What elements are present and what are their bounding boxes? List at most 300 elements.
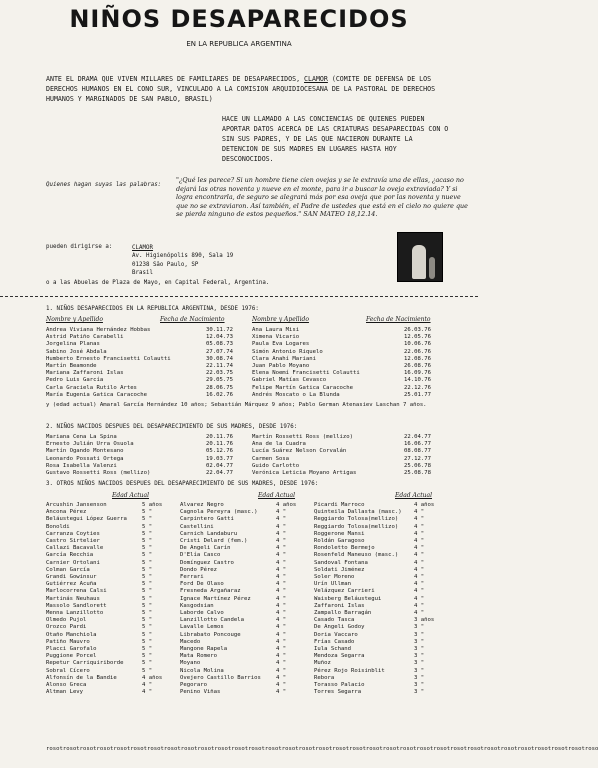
intro-after: (COMITE DE DEFENSA DE LOS DERECHOS HUMANOS EN EL CONO SUR, VINCULADO A LA COMISION ARQUIDIOCESANA DE LA PASTORAL DE DERECHOS HUMANOS Y MARGINADOS DE SAN PABLO, BRASIL) <box>46 75 436 103</box>
list-item <box>46 653 174 660</box>
child-value: 3 " <box>414 689 425 696</box>
list-item <box>180 646 308 653</box>
list-item <box>180 617 308 624</box>
list-item <box>314 610 446 617</box>
list-item <box>314 603 446 610</box>
list-item <box>180 610 308 617</box>
child-name: Ancona Pérez <box>46 509 87 516</box>
child-name: Olmedo Pujol <box>46 617 87 624</box>
section1-right-list <box>252 327 442 399</box>
child-name: Ximena Vicario <box>252 334 300 341</box>
list-item <box>314 632 446 639</box>
list-item <box>252 392 442 399</box>
child-name: Rosa Isabella Valenzi <box>46 462 117 469</box>
list-item <box>46 610 174 617</box>
list-item <box>46 356 246 363</box>
list-item <box>252 456 442 463</box>
child-name: Zaffaroni Islas <box>314 602 365 609</box>
child-name: Astrid Patiño Carabelli <box>46 334 124 341</box>
child-name: Orozco Pardi <box>46 624 87 631</box>
child-name: Sabino José Abdala <box>46 348 107 355</box>
child-name: Clara Anahí Mariani <box>252 355 316 362</box>
list-item <box>252 377 442 384</box>
child-name: Ana de la Cuadra <box>252 441 306 448</box>
child-value: 30.11.72 <box>206 327 233 333</box>
child-name: D'Elía Casco <box>180 552 221 559</box>
child-name: Juan Pablo Moyano <box>252 363 310 370</box>
list-item <box>46 624 174 631</box>
child-value: 16.02.76 <box>206 391 233 398</box>
list-item <box>314 531 446 538</box>
list-item <box>252 434 442 441</box>
child-value: 3 " <box>414 646 425 653</box>
list-item <box>180 639 308 646</box>
list-item <box>314 646 446 653</box>
quote-label: Quienes hagan suyas las palabras: <box>46 182 162 188</box>
child-name: Ernesto Julián Urra Osuola <box>46 441 134 448</box>
list-item <box>180 509 308 516</box>
child-name: Casado Tasca <box>314 617 355 624</box>
child-value: 20.11.76 <box>206 441 233 448</box>
list-item <box>314 660 446 667</box>
photo-figure <box>429 257 435 279</box>
list-item <box>314 682 446 689</box>
child-value: 4 " <box>276 674 287 681</box>
child-name: Martín Ogando Montesano <box>46 448 124 455</box>
child-value: 5 " <box>142 617 153 624</box>
section3-col1-list <box>46 502 174 696</box>
child-value: 16.06.77 <box>404 441 431 448</box>
child-name: Picardi Marroco <box>314 502 365 508</box>
child-value: 4 " <box>276 631 287 638</box>
child-name: Beláustegui López Guerra <box>46 516 127 523</box>
list-item <box>180 588 308 595</box>
list-item <box>46 463 246 470</box>
child-name: Carmen Sosa <box>252 455 290 462</box>
child-value: 16.09.76 <box>404 370 431 377</box>
child-value: 4 " <box>142 682 153 689</box>
list-item <box>252 334 442 341</box>
child-name: Kasgodsian <box>180 602 214 609</box>
child-value: 5 " <box>142 581 153 588</box>
child-value: 25.06.78 <box>404 462 431 469</box>
list-item <box>46 327 246 334</box>
list-item <box>314 639 446 646</box>
child-name: Nicola Molina <box>180 667 224 674</box>
child-value: 12.04.73 <box>206 334 233 341</box>
child-name: Librabato Poncouge <box>180 631 241 638</box>
child-value: 5 " <box>142 638 153 645</box>
col-name-header: Nombre y Apellido <box>46 316 103 323</box>
list-item <box>180 502 308 509</box>
child-value: 4 " <box>276 617 287 624</box>
col-age-header: Edad Actual <box>258 492 296 499</box>
address-line: CLAMOR <box>132 245 153 251</box>
list-item <box>180 567 308 574</box>
child-value: 5 " <box>142 566 153 573</box>
child-value: 5 " <box>142 530 153 537</box>
child-value: 5 " <box>142 574 153 581</box>
child-name: Soler Moreno <box>314 574 355 581</box>
child-name: Pérez Rojo Roisinblit <box>314 667 385 674</box>
list-item <box>46 470 246 477</box>
list-item <box>46 538 174 545</box>
list-item <box>46 560 174 567</box>
child-value: 5 " <box>142 538 153 545</box>
child-value: 4 " <box>414 574 425 581</box>
child-value: 4 " <box>276 559 287 566</box>
child-value: 4 " <box>276 660 287 667</box>
child-name: Patiño Mauvro <box>46 638 90 645</box>
child-name: Rondoletto Bermejo <box>314 545 375 552</box>
appeal-paragraph: HACE UN LLAMADO A LAS CONCIENCIAS DE QUIENES PUEDEN APORTAR DATOS ACERCA DE LAS CRIATURAS DESAPARECIDAS CON O SIN SUS PADRES, Y DE LAS QUE NACIERON DURANTE LA DETENCION DE SUS MADRES EN LUGARES HASTA HOY DESCONOCIDOS. <box>222 115 449 163</box>
child-value: 22.06.76 <box>404 348 431 355</box>
list-item <box>46 552 174 559</box>
col-name-header: Nombre y Apellido <box>252 316 309 323</box>
child-name: Ignace Martínez Pérez <box>180 595 251 602</box>
child-value: 5 " <box>142 667 153 674</box>
child-value: 5 " <box>142 516 153 523</box>
child-value: 27.07.74 <box>206 348 233 355</box>
child-name: Altman Levy <box>46 689 84 696</box>
child-value: 4 " <box>414 516 425 523</box>
child-value: 19.03.77 <box>206 455 233 462</box>
list-item <box>314 689 446 696</box>
photo-figure <box>412 245 426 279</box>
child-name: Alfonsín de la Bandie <box>46 674 117 681</box>
child-value: 4 " <box>414 581 425 588</box>
child-value: 4 " <box>414 509 425 516</box>
list-item <box>180 581 308 588</box>
list-item <box>46 581 174 588</box>
child-value: 5 " <box>142 552 153 559</box>
child-value: 22.04.77 <box>404 434 431 440</box>
child-value: 4 " <box>414 523 425 530</box>
child-name: Sobral Cícero <box>46 667 90 674</box>
child-value: 3 " <box>414 653 425 660</box>
child-name: Guido Carlotto <box>252 462 300 469</box>
child-value: 4 años <box>142 674 163 681</box>
child-name: Leonardo Possati Ortega <box>46 455 124 462</box>
child-value: 4 " <box>142 689 153 696</box>
list-item <box>180 596 308 603</box>
child-name: Soldati Jiménez <box>314 566 365 573</box>
child-value: 12.08.76 <box>404 355 431 362</box>
child-value: 4 " <box>414 552 425 559</box>
child-value: 25.01.77 <box>404 391 431 398</box>
child-value: 3 " <box>414 660 425 667</box>
list-item <box>46 392 246 399</box>
list-item <box>180 682 308 689</box>
list-item <box>314 509 446 516</box>
section2-left-list <box>46 434 246 477</box>
child-value: 27.12.77 <box>404 455 431 462</box>
child-name: Humberto Ernesto Francisetti Colautti <box>46 355 171 362</box>
child-value: 4 años <box>414 502 435 508</box>
list-item <box>180 574 308 581</box>
child-value: 22.12.76 <box>404 384 431 391</box>
list-item <box>314 624 446 631</box>
list-item <box>180 531 308 538</box>
list-item <box>46 456 246 463</box>
child-name: Alvarez Negro <box>180 502 224 508</box>
list-item <box>180 689 308 696</box>
clamor-name: CLAMOR <box>304 75 328 83</box>
child-value: 25.08.78 <box>404 470 431 477</box>
child-value: 20.11.76 <box>206 434 233 440</box>
list-item <box>180 653 308 660</box>
child-value: 4 " <box>414 545 425 552</box>
child-value: 4 " <box>414 566 425 573</box>
child-value: 4 años <box>276 502 297 508</box>
child-name: Torres Segarra <box>314 689 362 696</box>
child-value: 22.11.74 <box>206 363 233 370</box>
child-value: 3 " <box>414 682 425 689</box>
list-item <box>46 675 174 682</box>
child-name: Lavalle Lemos <box>180 624 224 631</box>
list-item <box>314 502 446 509</box>
child-name: Mangone Rapela <box>180 646 228 653</box>
child-value: 5 " <box>142 559 153 566</box>
child-name: Frías Casado <box>314 638 355 645</box>
child-name: Carnich Landaburu <box>180 530 238 537</box>
child-value: 3 " <box>414 638 425 645</box>
child-value: 4 " <box>414 588 425 595</box>
list-item <box>46 639 174 646</box>
bible-quote: "¿Qué les parece? Si un hombre tiene cien ovejas y se le extravía una de ellas, ¿acaso no dejará las otras noventa y nueve en el monte, para ir a buscar la oveja extraviada? Y si logra encontrarla, de seguro se alegrará más por esa oveja que por las noventa y nueve que no se extraviaron. Así también, el Padre de ustedes que está en el cielo no quiere que se pierda ninguno de estos pequeños." SAN MATEO 18,12.14. <box>176 176 468 219</box>
child-name: Callazi Bacavalle <box>46 545 104 552</box>
section1-heading: 1. NIÑOS DESAPARECIDOS EN LA REPUBLICA ARGENTINA, DESDE 1976: <box>46 306 259 312</box>
list-item <box>46 363 246 370</box>
child-name: Mariana Zaffaroni Islas <box>46 370 124 377</box>
child-value: 4 " <box>276 516 287 523</box>
section3-heading: 3. OTROS NIÑOS NACIDOS DESPUES DEL DESAPARECIMIENTO DE SUS MADRES, DESDE 1976: <box>46 481 319 487</box>
child-value: 29.05.75 <box>206 377 233 384</box>
child-value: 4 " <box>414 602 425 609</box>
child-name: Quinteila Dallasta (masc.) <box>314 509 402 516</box>
child-name: Pedro Luis García <box>46 377 104 384</box>
child-value: 22.03.75 <box>206 370 233 377</box>
list-item <box>46 341 246 348</box>
child-name: Carpintero Gatti <box>180 516 234 523</box>
child-value: 5 " <box>142 624 153 631</box>
child-name: Puggione Porcel <box>46 653 97 660</box>
child-name: Pegoraro <box>180 682 207 689</box>
child-value: 3 " <box>414 631 425 638</box>
child-name: Cristi Delard (fem.) <box>180 538 248 545</box>
list-item <box>46 682 174 689</box>
child-name: Iula Schand <box>314 646 352 653</box>
address-line: Av. Higienópolis 890, Sala 19 <box>132 253 234 260</box>
child-value: 3 " <box>414 674 425 681</box>
child-name: Martinás Neuhaus <box>46 595 100 602</box>
child-name: Waisberg Beláustegui <box>314 595 382 602</box>
list-item <box>252 327 442 334</box>
list-item <box>252 448 442 455</box>
child-value: 05.08.73 <box>206 341 233 348</box>
child-name: Ferrari <box>180 574 204 581</box>
child-name: Muñoz <box>314 660 331 667</box>
intro-paragraph <box>46 74 446 104</box>
list-item <box>252 463 442 470</box>
col-age-header: Edad Actual <box>112 492 150 499</box>
child-value: 3 " <box>414 667 425 674</box>
list-item <box>46 448 246 455</box>
child-name: Carnier Ortolani <box>46 559 100 566</box>
child-value: 4 " <box>276 595 287 602</box>
child-name: Ford De Olaso <box>180 581 224 588</box>
child-value: 5 " <box>142 653 153 660</box>
child-name: Ana Laura Misi <box>252 327 300 333</box>
child-value: 4 " <box>276 574 287 581</box>
list-item <box>314 552 446 559</box>
list-item <box>314 538 446 545</box>
list-item <box>314 524 446 531</box>
child-value: 4 " <box>276 538 287 545</box>
child-value: 3 " <box>414 624 425 631</box>
child-value: 08.08.77 <box>404 448 431 455</box>
child-name: Otaño Manchiola <box>46 631 97 638</box>
list-item <box>46 531 174 538</box>
list-item <box>314 545 446 552</box>
child-value: 4 " <box>276 530 287 537</box>
child-name: Velázquez Carrieri <box>314 588 375 595</box>
child-value: 4 " <box>276 509 287 516</box>
child-name: Laborde Calvo <box>180 610 224 617</box>
child-value: 4 " <box>276 682 287 689</box>
child-value: 5 " <box>142 631 153 638</box>
child-value: 26.03.76 <box>404 327 431 333</box>
child-name: Macedo <box>180 638 201 645</box>
child-name: Andrés Moscato o La Blunda <box>252 391 340 398</box>
list-item <box>314 653 446 660</box>
section1-left-list <box>46 327 246 399</box>
list-item <box>314 516 446 523</box>
list-item <box>180 624 308 631</box>
child-name: Jorgelina Planas <box>46 341 100 348</box>
child-value: 4 " <box>276 545 287 552</box>
child-name: Marlocorrena Calsi <box>46 588 107 595</box>
child-value: 5 " <box>142 646 153 653</box>
address-line: 01238 São Paulo, SP <box>132 261 199 268</box>
child-value: 4 " <box>276 638 287 645</box>
child-name: Rebora <box>314 674 335 681</box>
divider <box>0 296 478 297</box>
child-name: Zampallo Barragán <box>314 610 372 617</box>
child-name: Repetur Carriquiriborde <box>46 660 124 667</box>
list-item <box>314 567 446 574</box>
list-item <box>180 675 308 682</box>
list-item <box>46 524 174 531</box>
list-item <box>46 588 174 595</box>
child-name: Simón Antonio Riquelo <box>252 348 323 355</box>
child-name: Ovejero Castillo Barrios <box>180 674 261 681</box>
contact-label: pueden dirigirse a: <box>46 244 113 250</box>
child-name: Andrea Viviana Hernández Hobbas <box>46 327 151 333</box>
child-name: Doria Vaccaro <box>314 631 358 638</box>
child-name: Carla Graciela Rutilo Artes <box>46 384 137 391</box>
list-item <box>46 603 174 610</box>
child-name: Bonoldi <box>46 523 70 530</box>
child-value: 5 " <box>142 588 153 595</box>
child-name: Felipe Martín Gatica Caracoche <box>252 384 354 391</box>
list-item <box>252 470 442 477</box>
child-name: Paula Eva Logares <box>252 341 310 348</box>
col-date-header: Fecha de Nacimiento <box>366 316 431 323</box>
child-value: 4 " <box>276 646 287 653</box>
child-value: 5 " <box>142 523 153 530</box>
child-name: García Recchia <box>46 552 94 559</box>
child-value: 4 " <box>276 653 287 660</box>
child-name: Massolo Sandlorett <box>46 602 107 609</box>
child-name: Torasso Palacio <box>314 682 365 689</box>
child-value: 5 " <box>142 610 153 617</box>
section2-right-list <box>252 434 442 477</box>
child-value: 5 " <box>142 509 153 516</box>
child-name: Lucía Suárez Nelson Corvalán <box>252 448 347 455</box>
child-value: 14.10.76 <box>404 377 431 384</box>
list-item <box>252 356 442 363</box>
page-subtitle: EN LA REPUBLICA ARGENTINA <box>186 40 292 48</box>
child-name: Colman García <box>46 566 90 573</box>
child-name: Reggiardo Tolosa(mellizo) <box>314 516 399 523</box>
child-name: Penino Viñas <box>180 689 221 696</box>
child-name: Martín Rossetti Ross (mellizo) <box>252 434 354 440</box>
list-item <box>180 668 308 675</box>
child-value: 4 " <box>414 530 425 537</box>
col-age-header: Edad Actual <box>395 492 433 499</box>
list-item <box>314 668 446 675</box>
child-name: De Angeli Carín <box>180 545 231 552</box>
child-value: 4 " <box>414 610 425 617</box>
child-value: 28.06.75 <box>206 384 233 391</box>
list-item <box>46 516 174 523</box>
child-name: Grandi Gowinsur <box>46 574 97 581</box>
child-value: 4 " <box>276 610 287 617</box>
child-value: 4 " <box>276 689 287 696</box>
list-item <box>46 632 174 639</box>
col-date-header: Fecha de Nacimiento <box>160 316 225 323</box>
child-name: Placci Garofalo <box>46 646 97 653</box>
child-name: Rosenfeld Maneuso (masc.) <box>314 552 399 559</box>
child-name: Mata Romero <box>180 653 218 660</box>
child-name: Menna Lanzillotto <box>46 610 104 617</box>
child-name: Domínguez Castro <box>180 559 234 566</box>
list-item <box>252 341 442 348</box>
child-name: Fresneda Argañaraz <box>180 588 241 595</box>
child-value: 22.04.77 <box>206 470 233 477</box>
child-name: Arcushin Jansenson <box>46 502 107 508</box>
list-item <box>46 567 174 574</box>
list-item <box>46 334 246 341</box>
list-item <box>46 646 174 653</box>
child-value: 12.05.76 <box>404 334 431 341</box>
child-name: Martín Beamonde <box>46 363 97 370</box>
child-value: 26.08.76 <box>404 363 431 370</box>
child-name: Castro Sirtelier <box>46 538 100 545</box>
list-item <box>46 349 246 356</box>
section3-col3-list <box>314 502 446 696</box>
section1-note: y (edad actual) Amaral García Hernández 10 años; Sebastián Márquez 9 años; Pablo German Atenasiev Laschan 7 años. <box>46 402 427 408</box>
contact-address <box>132 244 233 278</box>
alternate-contact: o a las Abuelas de Plaza de Mayo, en Capital Federal, Argentina. <box>46 280 270 286</box>
list-item <box>46 596 174 603</box>
child-value: 30.08.74 <box>206 355 233 362</box>
child-name: Mendoza Segarra <box>314 653 365 660</box>
child-value: 4 " <box>276 624 287 631</box>
child-value: 5 " <box>142 545 153 552</box>
footer-text: rosotrosotrosotrosotrosotrosotrosotrosotrosotrosotrosotrosotrosotrosotrosotrosotrosotrosotrosotrosotrosotrosotrosotrosotrosotrosotrosotrosotrosotrosotrosotrosotroso <box>46 746 598 752</box>
